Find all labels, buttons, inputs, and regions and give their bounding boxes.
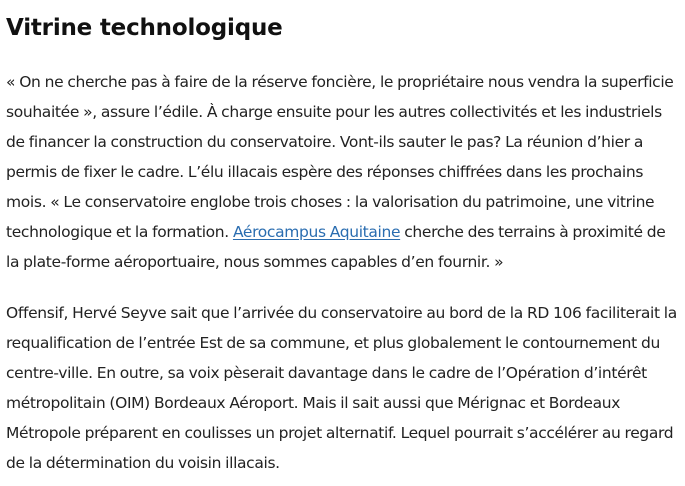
aerocampus-aquitaine-link[interactable]: Aérocampus Aquitaine bbox=[232, 223, 401, 241]
section-heading: Vitrine technologique bbox=[6, 15, 283, 41]
article-paragraph-2: Offensif, Hervé Seyve sait que l’arrivée du conservatoire au bord de la RD 106 faciliterait la requalification de l’entrée Est de sa commune, et plus globalement le contournement du centre-ville. En outre, sa voix pèserait davantage dans le cadre de l’Opération d’intérêt métropolitain (OIM) Bordeaux Aéroport. Mais il sait aussi que Mérignac et Bordeaux Métropole préparent en coulisses un projet alternatif. Lequel pourrait s’accélérer au regard de la détermination du voisin illacais. bbox=[6, 304, 677, 472]
paragraph-1-text-before-link: « On ne cherche pas à faire de la réserve foncière, le propriétaire nous vendra la superficie souhaitée », assure l’édile. À charge ensuite pour les autres collectivités et les industriels de financer la construction du conservatoire. Vont-ils sauter le pas? La réunion d’hier a permis de fixer le cadre. L’élu illacais espère des réponses chiffrées dans les prochains mois. « Le conservatoire englobe trois choses : la valorisation du patrimoine, une vitrine technologique et la formation. bbox=[6, 73, 674, 241]
article-paragraph-1 bbox=[6, 67, 679, 277]
paragraph-1-text-after-link: cherche des terrains à proximité de la plate-forme aéroportuaire, nous sommes capables d’en fournir. » bbox=[6, 223, 666, 271]
